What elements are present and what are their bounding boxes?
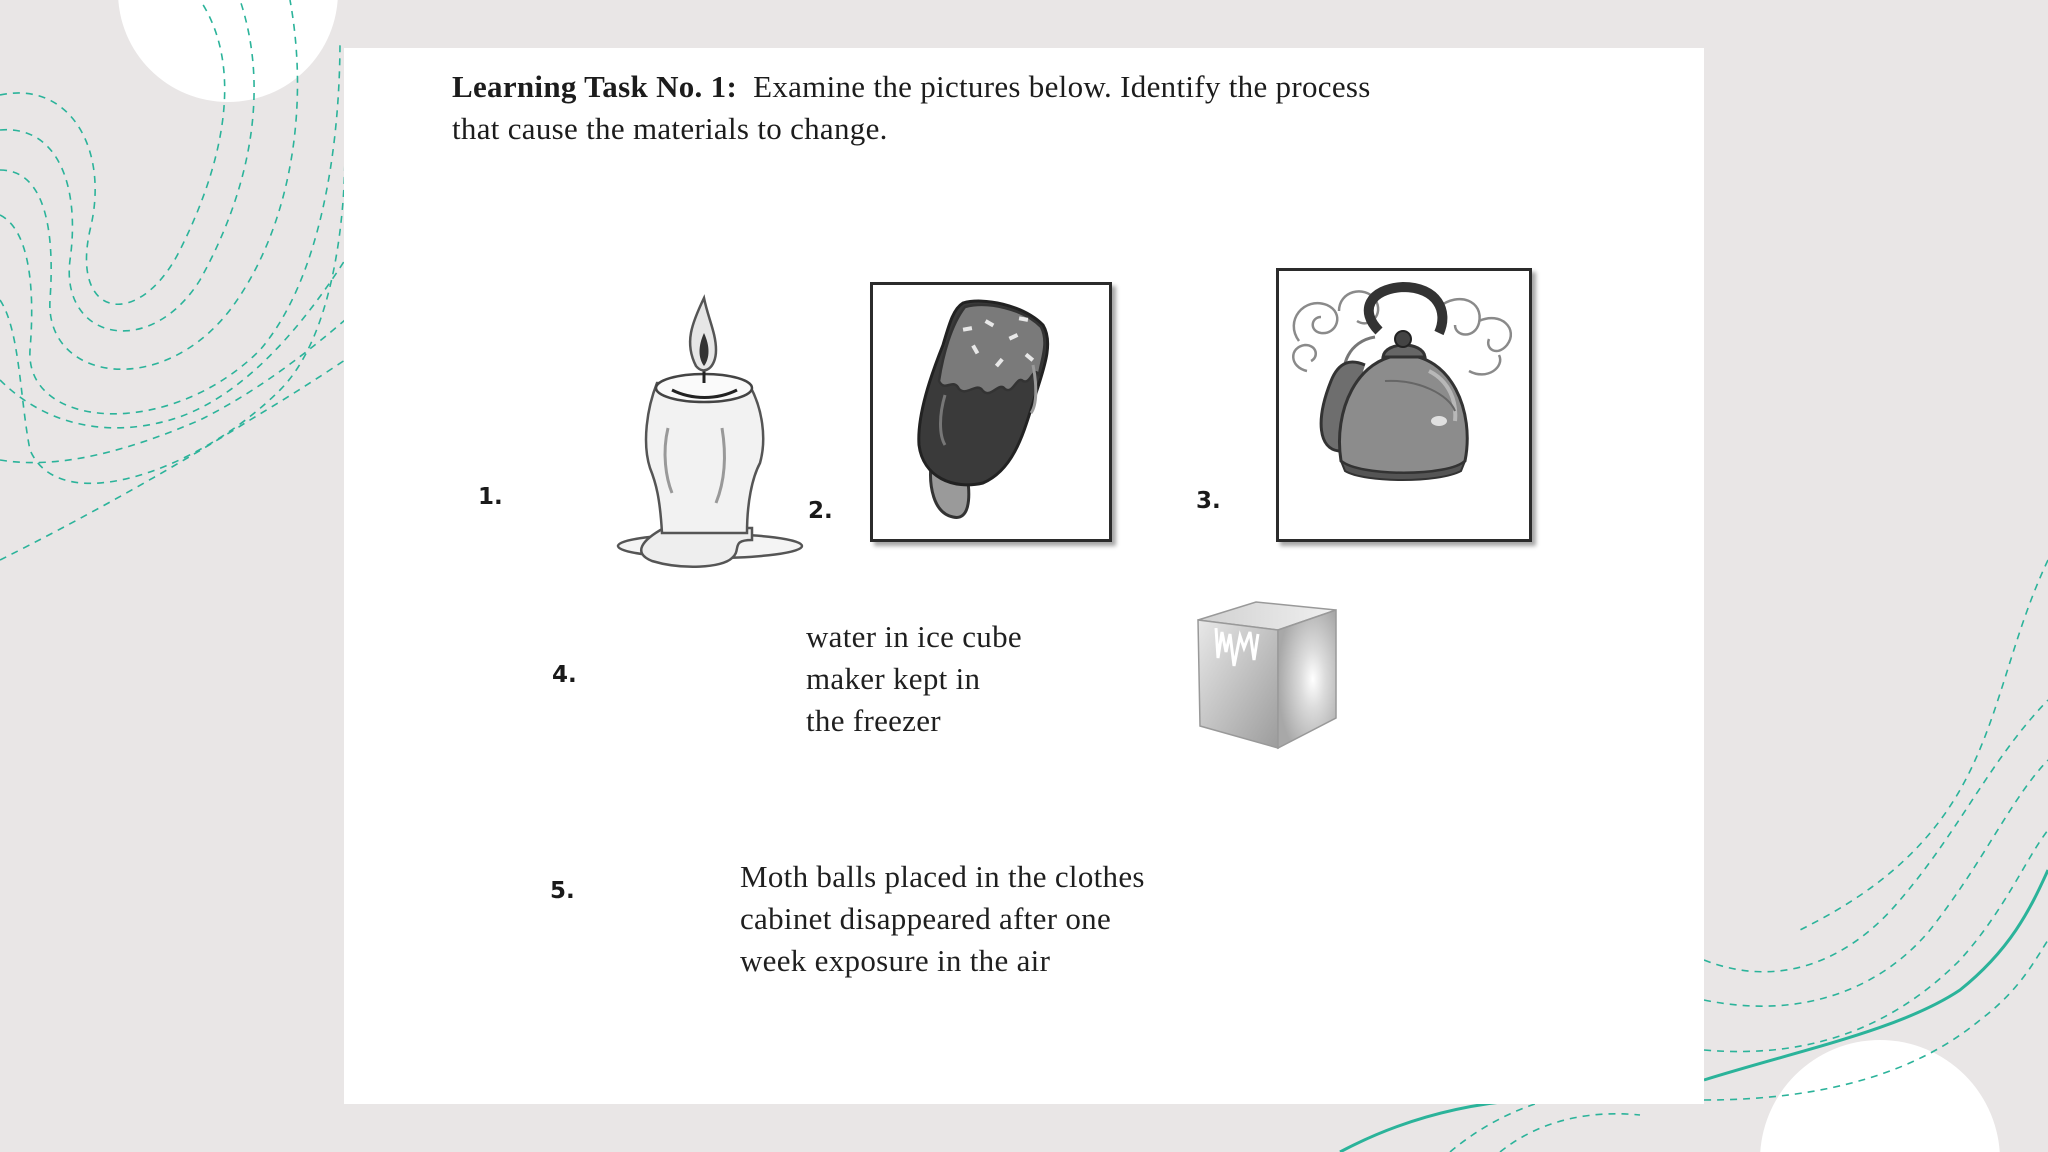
item-5-number: 5. — [550, 878, 575, 904]
item-2-number: 2. — [808, 498, 833, 524]
steaming-kettle-picture — [1279, 271, 1529, 539]
item-4-line-3: the freezer — [806, 703, 941, 738]
item-3-number: 3. — [1196, 488, 1221, 514]
bottom-right-circle-decoration — [1760, 1040, 2000, 1152]
item-5-line-3: week exposure in the air — [740, 943, 1051, 978]
bottom-solid-curve-decoration — [1340, 1100, 1520, 1152]
item-5-line-1: Moth balls placed in the clothes — [740, 859, 1145, 894]
task-instruction-line1: Examine the pictures below. Identify the process — [753, 69, 1371, 104]
ice-pop-picture-frame — [870, 282, 1112, 542]
worksheet-page — [344, 48, 1704, 1104]
task-instruction-line2: that cause the materials to change. — [452, 111, 888, 146]
kettle-picture-frame — [1276, 268, 1532, 542]
item-4-line-2: maker kept in — [806, 661, 981, 696]
item-5-description — [740, 856, 1300, 982]
item-4-number: 4. — [552, 662, 577, 688]
item-4-line-1: water in ice cube — [806, 619, 1022, 654]
ice-cube-picture — [1196, 588, 1346, 758]
item-5-line-2: cabinet disappeared after one — [740, 901, 1112, 936]
item-4-description — [806, 616, 1126, 742]
task-heading: Learning Task No. 1: — [452, 69, 738, 104]
item-1-number: 1. — [478, 484, 503, 510]
top-left-circle-decoration — [118, 0, 338, 102]
melting-ice-pop-picture — [873, 285, 1109, 539]
melting-candle-picture — [612, 278, 802, 578]
task-instructions — [452, 66, 1652, 150]
